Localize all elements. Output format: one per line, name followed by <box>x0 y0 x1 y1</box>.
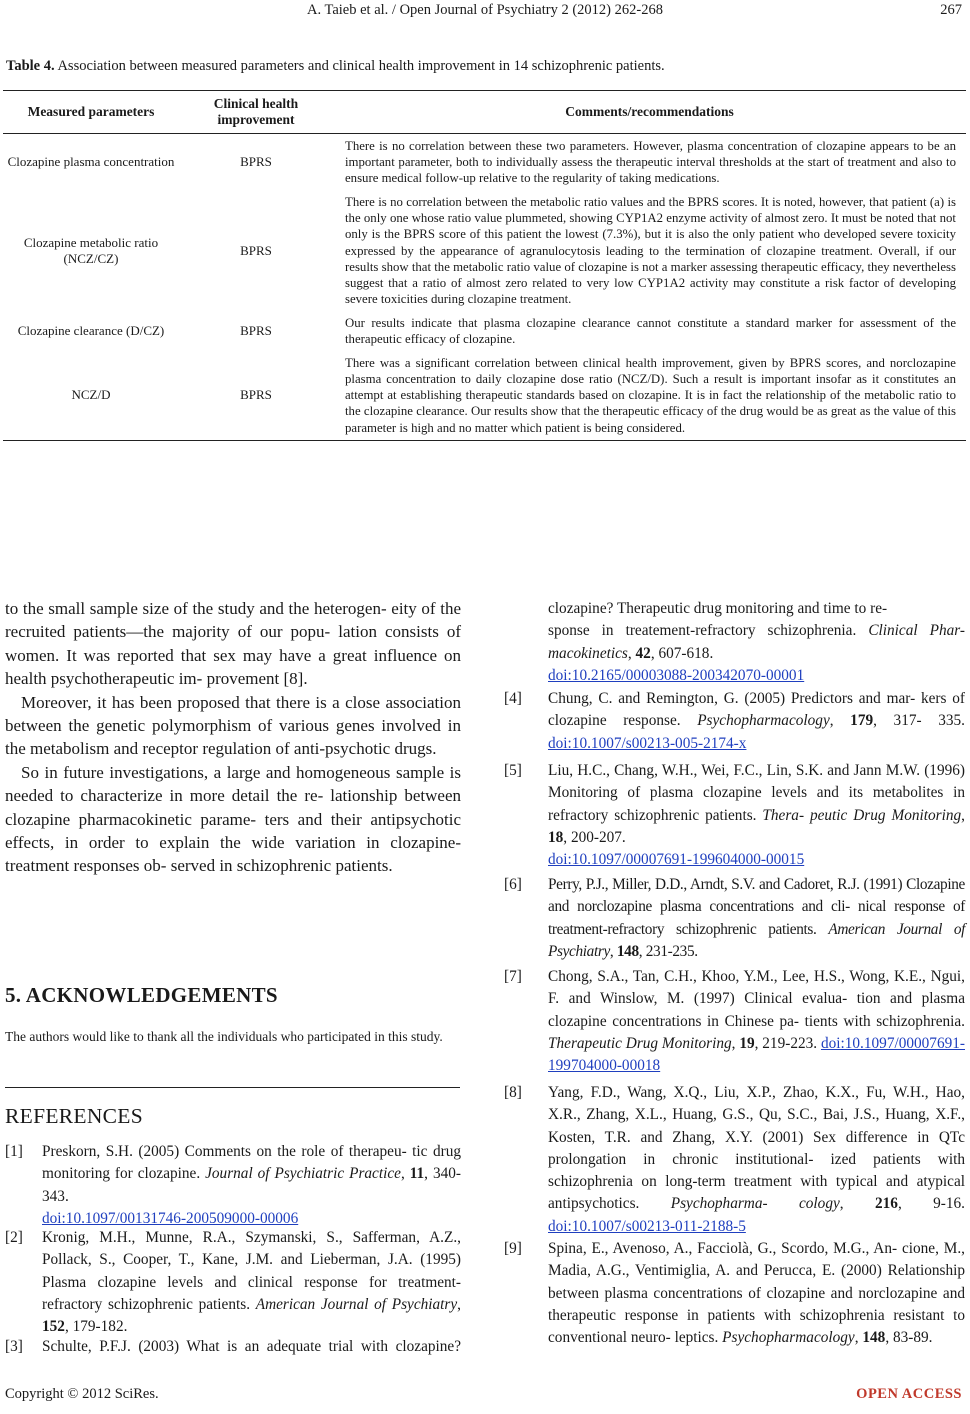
reference-volume: 148 <box>616 942 639 960</box>
reference-journal: American Journal of Psychiatry <box>548 920 966 960</box>
reference-pages: , 179-182. <box>64 1318 128 1336</box>
page-header <box>0 0 970 26</box>
reference-number: [1] <box>5 1143 23 1160</box>
reference-item: [5] Liu, H.C., Chang, W.H., Wei, F.C., Lin, S.K. and Jann M.W. (1996) Monitoring of plasma clozapine levels and its metabolites in refractory schizophrenic patients. Thera- peutic Drug Monitoring, 18, 200-207. doi:10.1097/00007691-199604000-00015 <box>504 762 965 869</box>
reference-pages: , 607-618. <box>650 644 714 662</box>
reference-pages: , 83-89. <box>885 1329 933 1347</box>
column-header-measured-parameters: Measured parameters <box>27 104 155 119</box>
reference-item: [9] Spina, E., Avenoso, A., Facciolà, G., Scordo, M.G., An- cione, M., Madia, A.G., Ventimiglia, A. and Perucca, E. (2000) Relationship between plasma concentrations of clozapine and norclozapine and therapeutic response in patients with schizophrenia resistant to conventional neuro- leptics. Psychopharmacology, 148, 83-89. <box>504 1240 965 1347</box>
reference-number: [5] <box>504 762 522 779</box>
reference-volume: 148 <box>862 1329 886 1347</box>
reference-pages: , 231-235. <box>638 942 698 960</box>
reference-volume: 19 <box>739 1034 755 1052</box>
table-row <box>3 351 966 440</box>
table-row <box>3 311 966 351</box>
cell-improvement: BPRS <box>240 322 272 338</box>
reference-volume: 216 <box>874 1195 898 1213</box>
reference-journal: Thera- peutic Drug Monitoring <box>762 806 962 824</box>
reference-doi-link[interactable]: doi:10.1007/s00213-005-2174-x <box>548 734 747 752</box>
reference-text: Yang, F.D., Wang, X.Q., Liu, X.P., Zhao, K.X., Fu, W.H., Hao, X.R., Zhang, X.L., Huang, G.S., Qu, S.C., Bai, J.S., Huang, X.F., Kosten, T.R. and Zhang, X.Y. (2001) Sex difference in QTc prolongation in chronic institutional- ized patients with schizophrenia on long-term treatment with typical and atypical antipsychotics. <box>548 1084 965 1213</box>
reference-number: [2] <box>5 1229 23 1246</box>
column-header-clinical-improvement: Clinical health improvement <box>213 96 299 127</box>
cell-parameter: Clozapine clearance (D/CZ) <box>17 322 165 338</box>
reference-volume: 179 <box>850 712 874 730</box>
running-head: A. Taieb et al. / Open Journal of Psychiatry 2 (2012) 262-268 <box>307 2 663 18</box>
reference-doi-link[interactable]: doi:10.1097/00131746-200509000-00006 <box>42 1209 299 1227</box>
references-heading: REFERENCES <box>5 1104 143 1128</box>
reference-text: Kronig, M.H., Munne, R.A., Szymanski, S., Safferman, A.Z., Pollack, S., Cooper, T., Kane, J.M. and Lieberman, J.A. (1995) Plasma clozapine levels and clinical response for treatment-refractory schizophrenic patients. <box>42 1229 461 1313</box>
reference-journal: American Journal of Psychiatry <box>255 1295 458 1313</box>
section-divider <box>5 1087 460 1088</box>
reference-doi-link[interactable]: doi:10.2165/00003088-200342070-00001 <box>548 666 805 684</box>
table-caption <box>6 58 665 75</box>
reference-item-continued: clozapine? Therapeutic drug monitoring and time to re- sponse in treatement-refractory schizophrenia. Clinical Phar- macokinetics, 42, 607-618. doi:10.2165/00003088-200342070-00001 <box>548 600 965 684</box>
reference-text: Spina, E., Avenoso, A., Facciolà, G., Scordo, M.G., An- cione, M., Madia, A.G., Ventimiglia, A. and Perucca, E. (2000) Relationship between plasma concentrations of clozapine and norclozapine and therapeutic response in patients with schizophrenia resistant to conventional neuro- leptics. <box>548 1240 965 1347</box>
cell-improvement: BPRS <box>240 387 272 403</box>
reference-journal: Journal of Psychiatric Practice <box>205 1165 401 1183</box>
reference-pages: , 340-343. <box>42 1165 461 1205</box>
reference-journal: Psychopharmacology <box>697 712 830 730</box>
table-row <box>3 190 966 311</box>
body-paragraph: Moreover, it has been proposed that there is a close association between the genetic polymorphism of various genes involved in the metabolism and receptor regulation of anti-psychotic drugs. <box>5 692 461 759</box>
acknowledgements-text: The authors would like to thank all the individuals who participated in this study. <box>5 1029 443 1044</box>
reference-doi-link[interactable]: doi:10.1007/s00213-011-2188-5 <box>548 1217 746 1235</box>
cell-comment: Our results indicate that plasma clozapine clearance cannot constitute a standard marker for assessment of the therapeutic efficacy of clozapine. <box>345 315 956 347</box>
reference-volume: 152 <box>42 1318 65 1336</box>
reference-volume: 11 <box>409 1165 425 1183</box>
reference-pages: , 9-16. <box>897 1195 966 1213</box>
reference-pages: , 219-223. <box>754 1034 821 1052</box>
cell-parameter: Clozapine metabolic ratio (NCZ/CZ) <box>23 234 159 266</box>
reference-number: [3] <box>5 1338 23 1355</box>
reference-item: [6] Perry, P.J., Miller, D.D., Arndt, S.V. and Cadoret, R.J. (1991) Clozapine and norclozapine plasma concentrations and cli- nical response of treatment-refractory schizophrenic patients. American Journal of Psychiatry, 148, 231-235. <box>504 876 966 960</box>
acknowledgements-heading: 5. ACKNOWLEDGEMENTS <box>5 983 278 1007</box>
reference-item: [1] Preskorn, S.H. (2005) Comments on the role of therapeu- tic drug monitoring for clozapine. Journal of Psychiatric Practice, 11, 340-343. doi:10.1097/00131746-200509000-00006 <box>5 1143 461 1227</box>
reference-text: Chong, S.A., Tan, C.H., Khoo, Y.M., Lee, H.S., Wong, K.E., Ngui, F. and Winslow, M. (1997) Clinical evalua- tion and plasma clozapine concentrations in Chinese pa- tients with schizophrenia. <box>548 968 965 1030</box>
reference-number: [8] <box>504 1084 522 1101</box>
footer-open-access: OPEN ACCESS <box>856 1386 962 1402</box>
reference-item: [2] Kronig, M.H., Munne, R.A., Szymanski, S., Safferman, A.Z., Pollack, S., Cooper, T., Kane, J.M. and Lieberman, J.A. (1995) Plasma clozapine levels and clinical response for treatment-refractory schizophrenic patients. American Journal of Psychiatry, 152, 179-182. <box>5 1229 461 1336</box>
reference-continued-text: clozapine? Therapeutic drug monitoring and time to re- <box>548 600 888 617</box>
reference-journal: Psychopharma- cology <box>670 1195 840 1213</box>
reference-volume: 18 <box>548 828 564 846</box>
table-4 <box>3 90 966 441</box>
table-caption-text: Association between measured parameters and clinical health improvement in 14 schizophrenic patients. <box>54 58 665 74</box>
reference-continued-text: sponse in treatement-refractory schizophrenia. <box>548 622 869 640</box>
page-number: 267 <box>940 2 962 18</box>
footer-copyright: Copyright © 2012 SciRes. <box>5 1386 159 1402</box>
reference-doi-link[interactable]: doi:10.1097/00007691-199604000-00015 <box>548 851 805 869</box>
reference-number: [7] <box>504 968 522 985</box>
table-row <box>3 134 966 191</box>
reference-number: [6] <box>504 876 522 893</box>
reference-text: Liu, H.C., Chang, W.H., Wei, F.C., Lin, S.K. and Jann M.W. (1996) Monitoring of plasma clozapine levels and its metabolites in refractory schizophrenic patients. <box>548 762 965 824</box>
reference-text: Chung, C. and Remington, G. (2005) Predictors and mar- kers of clozapine response. <box>548 690 965 730</box>
cell-comment: There was a significant correlation between clinical health improvement, given by BPRS scores, and norclozapine plasma concentration to daily clozapine dose ratio (NCZ/D). Such a result is important insofar as it constitutes an attempt at establishing therapeutic standards based on clozapine. It is in fact the relationship of the metabolic ratio to the clozapine clearance. Our results show that the therapeutic efficacy of the drug would be as great as the value of this parameter is high and no matter which patient is being considered. <box>345 356 956 435</box>
reference-pages: , 317- 335. <box>873 712 965 730</box>
reference-text: Perry, P.J., Miller, D.D., Arndt, S.V. and Cadoret, R.J. (1991) Clozapine and norclozapine plasma concentrations and cli- nical response of treatment-refractory schizophrenic patients. <box>548 876 965 938</box>
table-header-row <box>3 91 966 134</box>
reference-volume: 42 <box>635 644 651 662</box>
cell-improvement: BPRS <box>240 242 272 258</box>
reference-journal: Therapeutic Drug Monitoring <box>548 1034 732 1052</box>
reference-doi-link[interactable]: doi:10.1097/00007691-199704000-00018 <box>548 1034 965 1075</box>
body-text <box>5 597 461 878</box>
reference-journal: Psychopharmacology <box>722 1329 855 1347</box>
column-header-comments: Comments/recommendations <box>565 104 734 119</box>
reference-item: [8] Yang, F.D., Wang, X.Q., Liu, X.P., Zhao, K.X., Fu, W.H., Hao, X.R., Zhang, X.L., Huang, G.S., Qu, S.C., Bai, J.S., Huang, X.F., Kosten, T.R. and Zhang, X.Y. (2001) Sex difference in QTc prolongation in chronic institutional- ized patients with schizophrenia on long-term treatment with typical and atypical antipsychotics. Psychopharma- cology, 216, 9-16. doi:10.1007/s00213-011-2188-5 <box>504 1084 966 1235</box>
cell-parameter: Clozapine plasma concentration <box>7 154 175 170</box>
reference-journal: Clinical Phar- macokinetics <box>548 622 965 662</box>
reference-item: [7] Chong, S.A., Tan, C.H., Khoo, Y.M., Lee, H.S., Wong, K.E., Ngui, F. and Winslow, M. (1997) Clinical evalua- tion and plasma clozapine concentrations in Chinese pa- tients with schizophrenia. Therapeutic Drug Monitoring, 19, 219-223. doi:10.1097/00007691-199704000-00018 <box>504 968 965 1075</box>
reference-item: [4] Chung, C. and Remington, G. (2005) Predictors and mar- kers of clozapine response. Psychopharmacology, 179, 317- 335. doi:10.1007/s00213-005-2174-x <box>504 690 965 752</box>
table-caption-label: Table 4. <box>6 58 55 74</box>
body-paragraph: So in future investigations, a large and homogeneous sample is needed to characterize in more detail the re- lationship between clozapine pharmacokinetic parame- ters and their antipsychotic effects, in order to explain the wide variation in clozapine-treatment responses ob- served in schizophrenic patients. <box>5 762 461 876</box>
reference-item <box>5 1336 461 1360</box>
cell-comment: There is no correlation between the metabolic ratio values and the BPRS scores. It is noted, however, that patient (a) is the only one whose ratio value plummeted, showing CYP1A2 enzyme activity of almost zero. It must be noted that not only is the BPRS score of this patient the lowest (7.3%), but it is also the only patient who developed severe toxicity expressed by the appearance of agranulocytosis leading to the termination of clozapine treatment. Overall, if our results show that the metabolic ratio value of clozapine is not a marker assessing therapeutic efficacy, they nevertheless suggest that a ratio of almost zero related to very low CYP1A2 activity may constitute a risk factor of developing severe toxicities during clozapine treatment. <box>345 195 956 306</box>
reference-number: [4] <box>504 690 522 707</box>
reference-text: Schulte, P.F.J. (2003) What is an adequate trial with clozapine? <box>42 1338 461 1355</box>
cell-comment: There is no correlation between these two parameters. However, plasma concentration of clozapine appears to be an important parameter, both to individually assess the therapeutic interval thresholds at the start of treatment and also to ensure medical follow-up relative to the regularity of taking medications. <box>345 139 956 186</box>
cell-improvement: BPRS <box>240 154 272 170</box>
body-paragraph: to the small sample size of the study and the heterogen- eity of the recruited patients—the majority of our popu- lation consists of women. It was reported that sex may have a great influence on health psychotherapeutic im- provement [8]. <box>5 599 461 689</box>
reference-pages: , 200-207. <box>563 828 626 846</box>
reference-number: [9] <box>504 1240 522 1257</box>
cell-parameter: NCZ/D <box>71 387 111 403</box>
reference-text: Preskorn, S.H. (2005) Comments on the role of therapeu- tic drug monitoring for clozapine. <box>42 1143 461 1183</box>
